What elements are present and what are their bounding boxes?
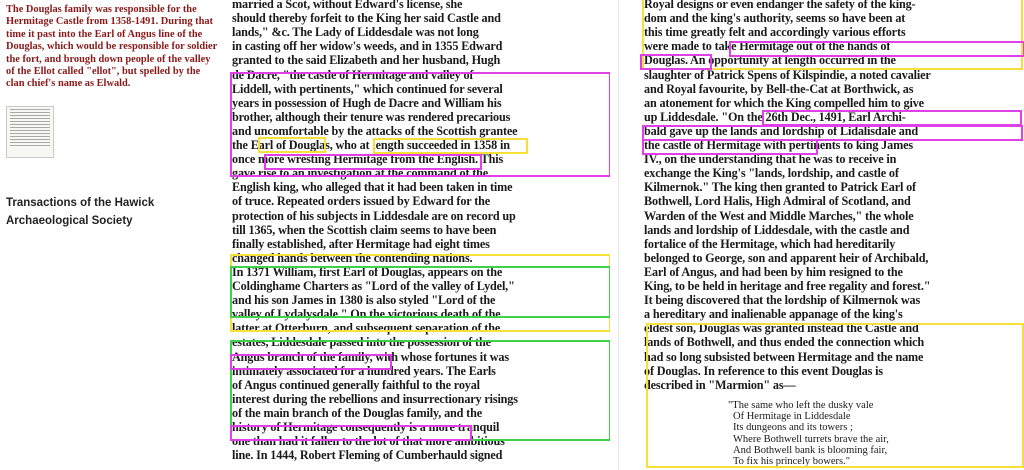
text-line: IV., on the understanding that he was to receive in (644, 152, 897, 167)
text-line: of Angus continued generally faithful to the royal (232, 377, 480, 392)
text-line: valley of Lydalysdale." On the victorious death of the (232, 307, 501, 322)
text-line: Bothwell, Lord Halis, High Admiral of Scotland, and (644, 194, 911, 209)
text-line: Royal designs or even endanger the safety of the king- (644, 0, 916, 11)
text-line: de Dacre, "the castle of Hermitage and valley of (232, 67, 474, 82)
sidebar (0, 0, 222, 470)
poem-line: Its dungeons and its towers ; (733, 422, 853, 434)
text-line: in casting off her widow's weeds, and in 1355 Edward (232, 39, 503, 54)
poem-line: And Bothwell bank is blooming fair, (733, 444, 888, 456)
text-line: married a Scot, without Edward's license, she (232, 0, 463, 11)
text-line: one than had it fallen to the lot of that more ambitious (232, 434, 505, 449)
text-line: King, to be held in heritage and free regality and forest." (644, 279, 931, 293)
text-line: an atonement for which the King compelled him to give (644, 95, 924, 110)
text-line: English king, who alleged that it had been taken in time (232, 180, 513, 195)
text-line: of truce. Repeated orders issued by Edward for the (232, 194, 491, 209)
page-gutter (618, 0, 619, 470)
text-line: latter at Otterburn, and subsequent separation of the (232, 321, 501, 336)
left-page-scan (226, 0, 610, 470)
text-line: history of Hermitage consequently is a more tranquil (232, 420, 500, 434)
text-line: bald gave up the lands and lordship of Lidalisdale and (644, 123, 919, 138)
text-line: had so long subsisted between Hermitage and the name (644, 349, 924, 364)
sidebar-caption: The Douglas family was responsible for the Hermitage Castle from 1358-1491. During that time it past into the Earl of Angus line of the Douglas, which would be responsible for soldier the fort, and brough down people of the valley of the Ellot called "ellot", but spelled by the clan chief's name as Elwald. (6, 4, 218, 90)
poem-line: "The same who left the dusky vale (728, 400, 874, 411)
text-line: Warden of the West and Middle Marches," the whole (644, 208, 914, 223)
text-line: changed hands between the contending nations. (232, 250, 473, 265)
text-line: line. In 1444, Robert Fleming of Cumberhauld signed (232, 448, 503, 463)
text-line: and uncomfortable by the attacks of the Scottish grantee (232, 123, 518, 138)
text-line: lands and lordship of Liddesdale, with the castle and (644, 222, 910, 237)
text-line: described in "Marmion" as— (644, 377, 796, 392)
right-page-scan (636, 0, 1024, 470)
text-line: till 1365, when the Scottish claim seems to have been (232, 222, 497, 237)
text-line: once more wresting Hermitage from the English. This (232, 152, 504, 167)
text-line: dom and the king's authority, seems so have been at (644, 11, 906, 26)
poem-line: Of Hermitage in Liddesdale (733, 411, 851, 423)
text-line: lands of Bothwell, and thus ended the connection which (644, 335, 925, 350)
book-thumbnail[interactable] (6, 106, 54, 158)
text-line: years in possession of Hugh de Dacre and William his (232, 95, 502, 110)
poem-line: To fix his princely bowers." (733, 456, 850, 467)
text-line: estates, Liddesdale passed into the possession of the (232, 335, 491, 350)
text-line: fortalice of the Hermitage, which had hereditarily (644, 236, 896, 251)
text-line: gave rise to an investigation at the command of the (232, 166, 489, 181)
text-line: the Earl of Douglas, who at length succeeded in 1358 in (232, 138, 510, 152)
text-line: Kilmernok." The king then granted to Patrick Earl of (644, 180, 916, 195)
text-line: were made to take Hermitage out of the hands of (644, 39, 891, 54)
text-line: and Royal favourite, by Bell-the-Cat at Borthwick, as (644, 81, 914, 96)
text-line: Earl of Angus, and had been by him resigned to the (644, 264, 903, 279)
text-line: this time greatly felt and accordingly various efforts (644, 25, 906, 40)
text-line: a hereditary and inalienable appanage of the king's (644, 307, 903, 322)
text-line: slaughter of Patrick Spens of Kilspindie, a noted cavalier (644, 67, 931, 82)
text-line: Douglas. An opportunity at length occurred in the (644, 53, 896, 68)
text-line: In 1371 William, first Earl of Douglas, appears on the (232, 264, 503, 279)
text-line: interest during the rebellions and insurrectionary risings (232, 391, 518, 406)
text-line: of the main branch of the Douglas family, and the (232, 405, 482, 420)
text-line: Liddell, with pertinents," which continued for several (232, 81, 503, 96)
text-line: and his son James in 1380 is also styled "Lord of the (232, 293, 496, 308)
text-line: exchange the King's "lands, lordship, and castle of (644, 166, 899, 181)
text-line: belonged to George, son and apparent heir of Archibald, (644, 250, 929, 265)
text-line: of Douglas. In reference to this event Douglas is (644, 363, 883, 378)
text-line: brother, although their tenure was rendered precarious (232, 109, 511, 124)
text-line: Angus branch of the family, with whose fortunes it was (232, 349, 509, 364)
text-line: intimately associated for a hundred years. The Earls (232, 363, 496, 378)
text-line: should thereby forfeit to the King her said Castle and (232, 11, 501, 26)
poem-line: Where Bothwell turrets brave the air, (733, 433, 889, 445)
text-line: protection of his subjects in Liddesdale are on record up (232, 208, 516, 223)
text-line: the castle of Hermitage with pertinents to king James (644, 138, 913, 152)
text-line: up Liddesdale. "On the 26th Dec., 1491, Earl Archi- (644, 109, 906, 124)
text-line: Coldinghame Charters as "Lord of the valley of Lydel," (232, 279, 515, 293)
text-line: granted to the said Elizabeth and her husband, Hugh (232, 53, 501, 68)
book-title-link[interactable]: Transactions of the Hawick Archaeological Society (6, 197, 155, 227)
text-line: eldest son, Douglas was granted instead the Castle and (644, 321, 919, 336)
text-line: lands," &c. The Lady of Liddesdale was not long (232, 25, 479, 40)
text-line: It being discovered that the lordship of Kilmernok was (644, 293, 921, 308)
text-line: finally established, after Hermitage had eight times (232, 236, 490, 251)
